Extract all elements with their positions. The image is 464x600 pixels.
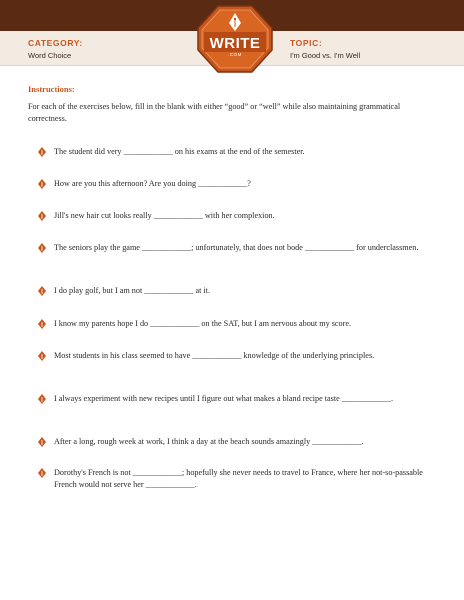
pen-nib-icon [38,468,46,478]
logo-word: WRITE [209,35,261,52]
exercise-text: How are you this afternoon? Are you doing ____________? [54,179,251,188]
pen-nib-icon [38,147,46,157]
logo-sub: .COM [228,52,242,57]
write-logo [196,4,274,74]
exercise-text: Most students in his class seemed to have ____________ knowledge of the underlying principles. [54,351,375,360]
exercise-text: After a long, rough week at work, I think a day at the beach sounds amazingly ____________. [54,437,364,446]
exercise-text: Jill's new hair cut looks really ____________ with her complexion. [54,211,275,220]
exercise-text: I always experiment with new recipes until I figure out what makes a bland recipe taste ____________. [54,394,393,403]
pen-nib-icon [38,211,46,221]
pen-nib-icon [38,394,46,404]
instructions-body: For each of the exercises below, fill in the blank with either “good” or “well” while also maintaining grammatical correctness. [28,102,401,123]
pen-nib-icon [38,437,46,447]
exercise-text: The seniors play the game ____________; unfortunately, that does not bode ____________ for underclassmen. [54,243,419,252]
pen-nib-icon [38,286,46,296]
pen-nib-icon [38,351,46,361]
exercise-text: The student did very ____________ on his exams at the end of the semester. [54,147,305,156]
instructions-title: Instructions: [28,84,75,94]
category-label: CATEGORY: [28,38,83,48]
pen-nib-icon [38,243,46,253]
exercise-text: I know my parents hope I do ____________ on the SAT, but I am nervous about my score. [54,319,352,328]
exercise-text: Dorothy's French is not ____________; hopefully she never needs to travel to France, where her not-so-passable French would not serve her ____________. [54,468,423,489]
topic-label: TOPIC: [290,38,323,48]
pen-nib-icon [38,179,46,189]
pen-nib-icon [38,319,46,329]
exercise-text: I do play golf, but I am not ____________ at it. [54,286,210,295]
category-value: Word Choice [28,51,72,60]
topic-value: I'm Good vs. I'm Well [290,51,361,60]
